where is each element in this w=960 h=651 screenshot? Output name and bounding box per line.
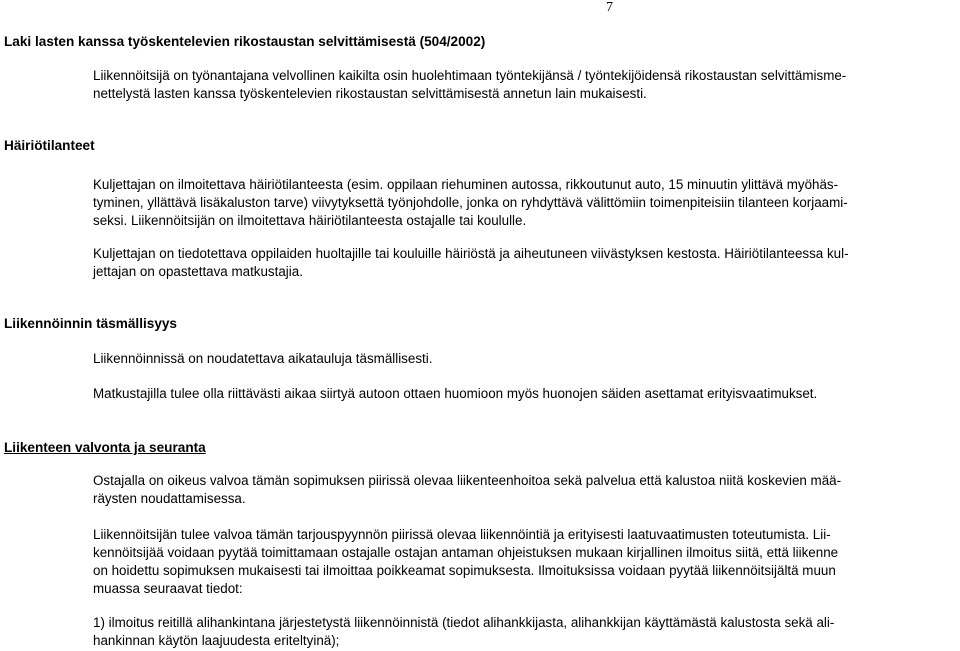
paragraph-line: Kuljettajan on tiedotettava oppilaiden huoltajille tai kouluille häiriöstä ja aiheutuneen viivästyksen kestosta. Häiriötilanteessa kul- <box>93 246 849 261</box>
paragraph-line: nettelystä lasten kanssa työskentelevien rikostaustan selvittämisestä annetun lain mukaisesti. <box>93 86 647 101</box>
paragraph-line: on hoidettu sopimuksen mukaisesti tai ilmoittaa poikkeamat sopimuksesta. Ilmoituksissa voidaan pyytää liikennöitsijältä muun <box>93 563 836 578</box>
paragraph-line: jettajan on opastettava matkustajia. <box>93 264 303 279</box>
paragraph-line: Matkustajilla tulee olla riittävästi aikaa siirtyä autoon ottaen huomioon myös huonojen säiden asettamat erityisvaatimukset. <box>93 386 818 401</box>
paragraph-line: kennöitsijää voidaan pyytää toimittamaan ostajalle ostajan antaman ohjeistuksen mukaan kirjallinen ilmoitus siitä, että liikenne <box>93 545 839 560</box>
paragraph <box>93 350 945 368</box>
page-number: 7 <box>606 0 613 15</box>
paragraph <box>93 614 945 650</box>
paragraph <box>93 385 945 403</box>
paragraph-line: muassa seuraavat tiedot: <box>93 581 243 596</box>
section-heading-punctuality: Liikennöinnin täsmällisyys <box>4 316 177 331</box>
section-heading-disruptions: Häiriötilanteet <box>4 138 95 153</box>
paragraph-line: hankinnan käytön laajuudesta eriteltyinä); <box>93 633 340 648</box>
section-heading-monitoring: Liikenteen valvonta ja seuranta <box>4 440 206 455</box>
paragraph-line: Kuljettajan on ilmoitettava häiriötilanteesta (esim. oppilaan riehuminen autossa, rikkoutunut auto, 15 minuutin ylittävä myöhäs- <box>93 177 839 192</box>
paragraph-line: seksi. Liikennöitsijän on ilmoitettava häiriötilanteesta ostajalle tai koululle. <box>93 213 527 228</box>
paragraph-line: Liikennöitsijä on työnantajana velvollinen kaikilta osin huolehtimaan työntekijänsä / työntekijöidensä rikostaustan selvittämisme- <box>93 68 847 83</box>
section-heading-child-background-check-law: Laki lasten kanssa työskentelevien rikostaustan selvittämisestä (504/2002) <box>4 34 486 49</box>
paragraph <box>93 176 945 230</box>
paragraph-line: Liikennöitsijän tulee valvoa tämän tarjouspyynnön piirissä olevaa liikennöintiä ja erityisesti laatuvaatimusten toteutumista. Lii- <box>93 527 831 542</box>
paragraph-line: 1) ilmoitus reitillä alihankintana järjestetystä liikennöinnistä (tiedot alihankkijasta, alihankkijan käyttämästä kalustosta sekä ali- <box>93 615 835 630</box>
paragraph-line: räysten noudattamisessa. <box>93 491 246 506</box>
paragraph <box>93 472 945 508</box>
paragraph-line: Liikennöinnissä on noudatettava aikatauluja täsmällisesti. <box>93 351 433 366</box>
paragraph <box>93 526 945 598</box>
paragraph-line: Ostajalla on oikeus valvoa tämän sopimuksen piirissä olevaa liikenteenhoitoa sekä palvelua että kalustoa niitä koskevien mää- <box>93 473 842 488</box>
paragraph <box>93 245 945 281</box>
paragraph-line: tyminen, yllättävä lisäkaluston tarve) viivytyksettä työnjohdolle, jonka on ryhdyttävä välittömiin toimenpiteisiin tilanteen korjaami- <box>93 195 848 210</box>
paragraph <box>93 67 945 103</box>
